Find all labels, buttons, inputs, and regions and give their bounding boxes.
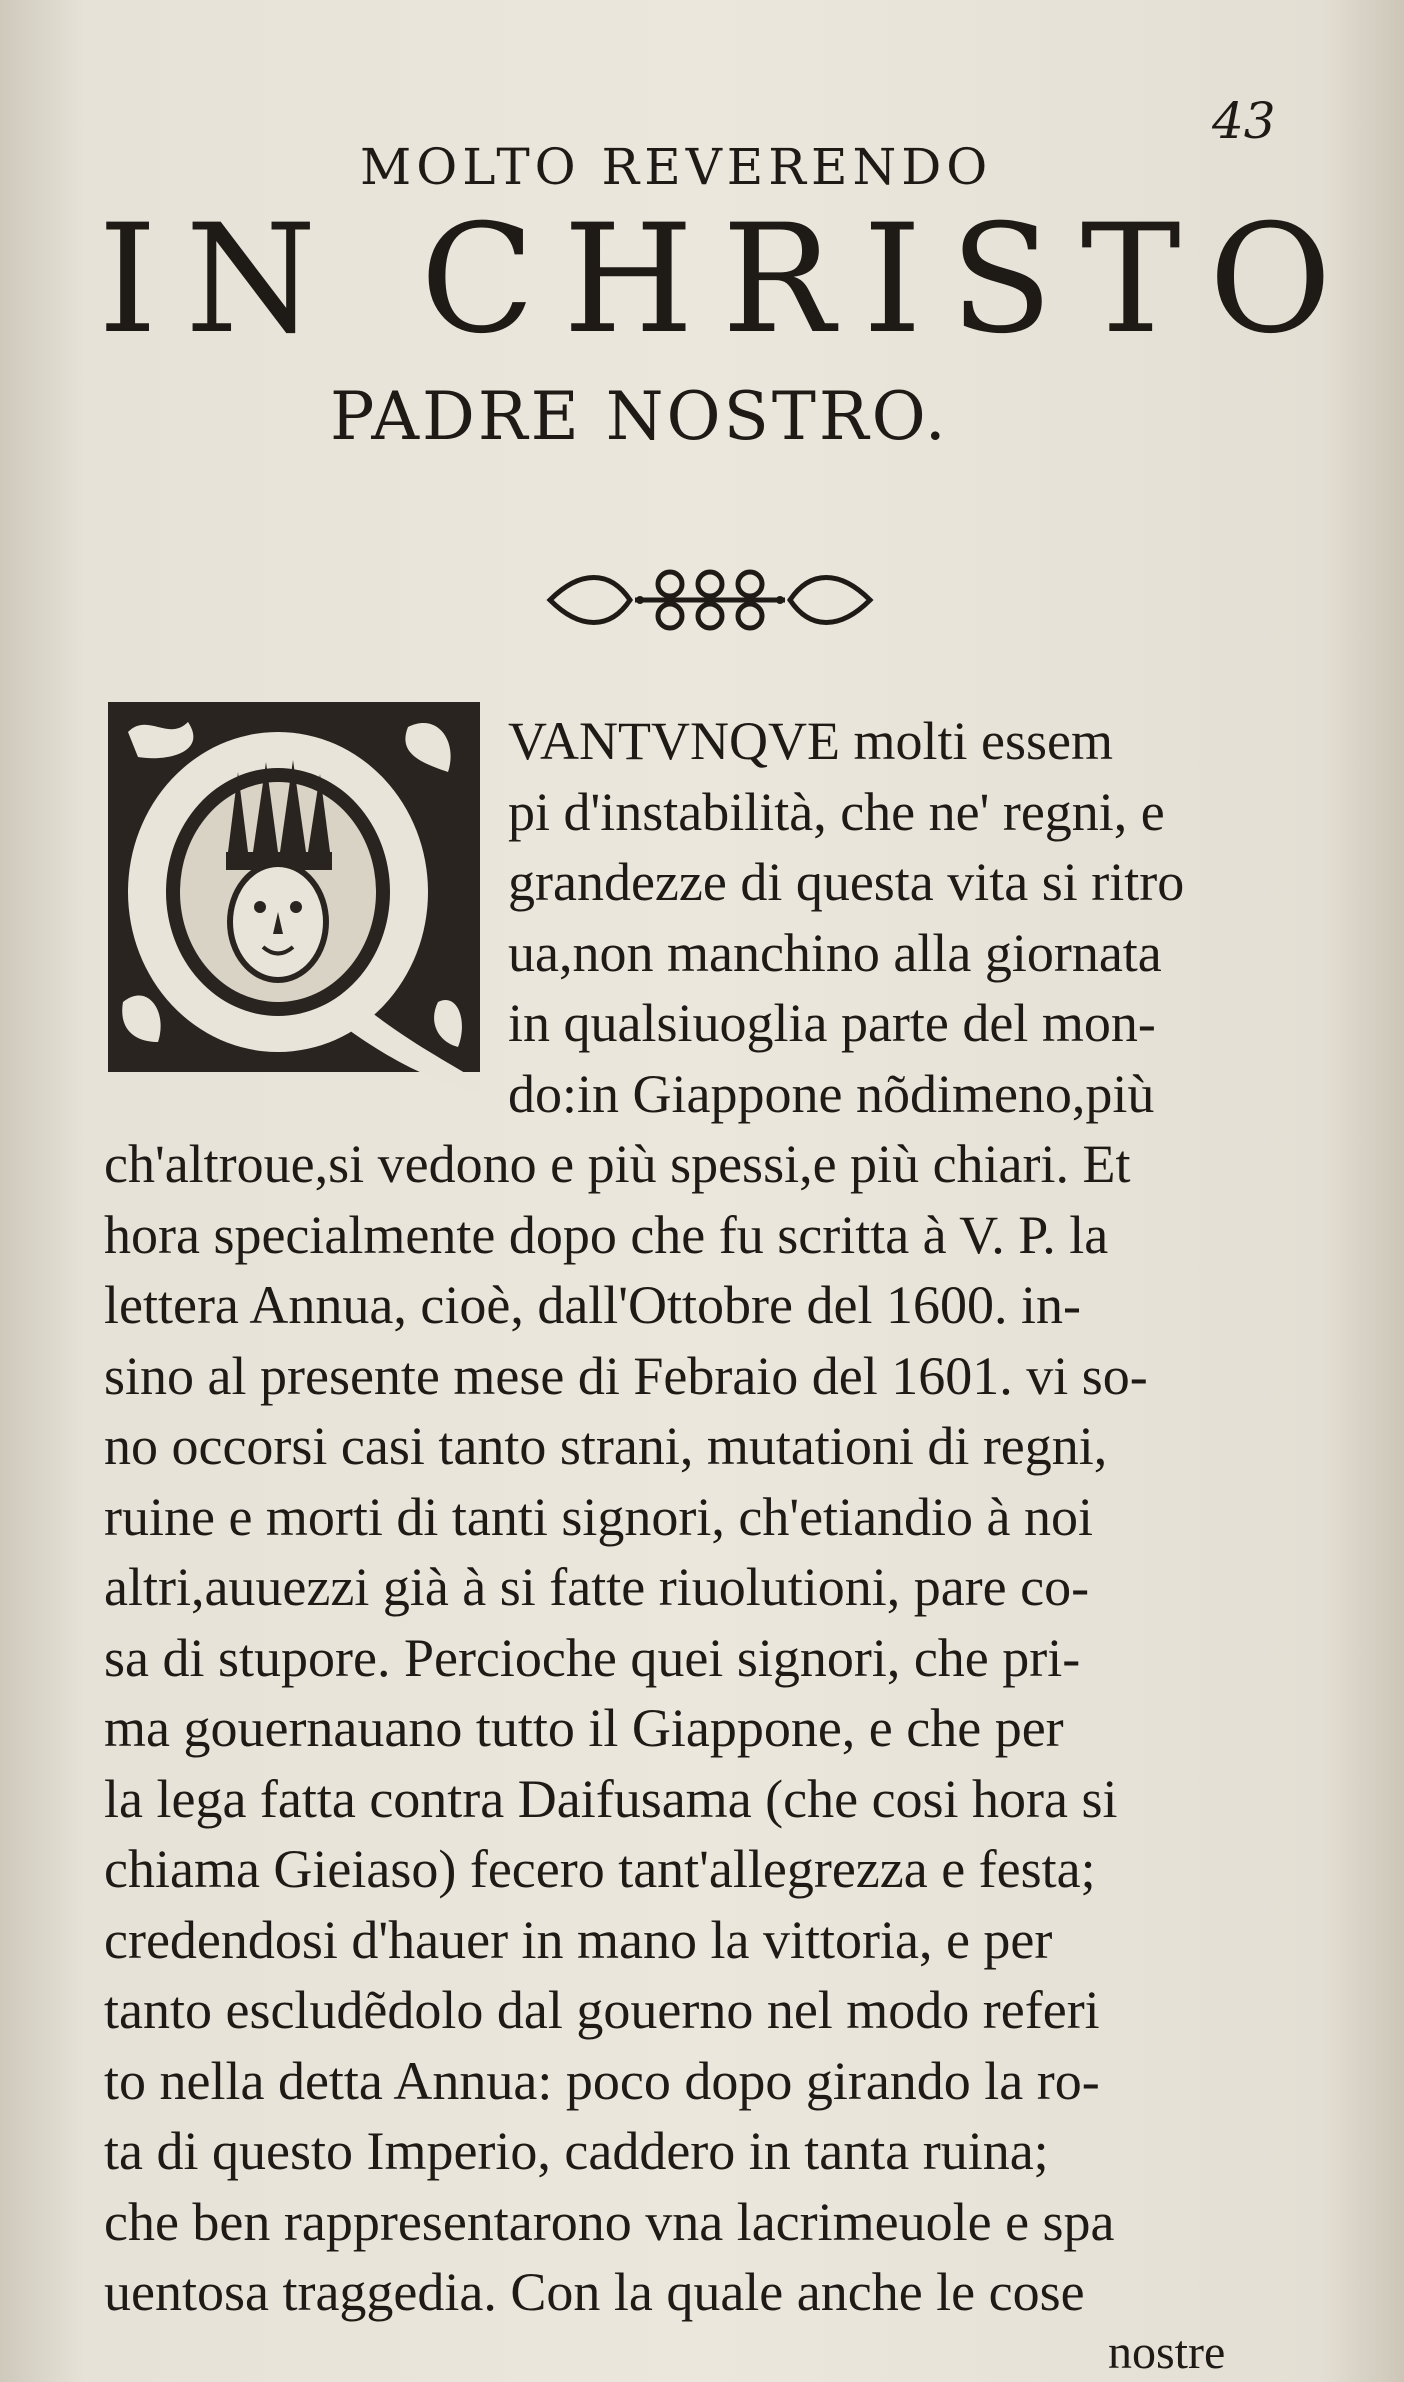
- text-line: chiama Gieiaso) fecero tant'allegrezza e festa;: [104, 1839, 1096, 1899]
- text-line: VANTVNQVE molti essem: [508, 711, 1113, 771]
- text-line: che ben rappresentarono vna lacrimeuole e spa: [104, 2191, 1115, 2252]
- text-line: ruine e morti di tanti signori, ch'etiandio à noi: [104, 1486, 1094, 1547]
- fleuron-ornament: [540, 560, 880, 640]
- text-line: in qualsiuoglia parte del mon-: [508, 993, 1156, 1053]
- text-line: ta di questo Imperio, caddero in tanta ruina;: [104, 2121, 1049, 2181]
- text-line: credendosi d'hauer in mano la vittoria, e per: [104, 1909, 1053, 1970]
- text-line: lettera Annua, cioè, dall'Ottobre del 1600. in-: [104, 1275, 1081, 1335]
- text-line: uentosa traggedia. Con la quale anche le cose: [104, 2262, 1085, 2322]
- text-line: ua,non manchino alla giornata: [508, 922, 1162, 983]
- text-line: do:in Giappone nõdimeno,più: [508, 1063, 1155, 1124]
- catchword: nostre: [1108, 2326, 1226, 2379]
- heading-line-3: PADRE NOSTRO.: [330, 378, 949, 455]
- page-number: 43: [1212, 92, 1276, 150]
- text-line: altri,auuezzi già à si fatte riuolutioni, pare co-: [104, 1557, 1090, 1617]
- text-line: sino al presente mese di Febraio del 1601. vi so-: [104, 1345, 1148, 1406]
- text-line: ma gouernauano tutto il Giappone, e che per: [104, 1698, 1064, 1758]
- text-line: la lega fatta contra Daifusama (che cosi hora si: [104, 1768, 1118, 1829]
- text-line: pi d'instabilità, che ne' regni, e: [508, 781, 1165, 842]
- text-line: ch'altroue,si vedono e più spessi,e più chiari. Et: [104, 1134, 1131, 1194]
- text-line: sa di stupore. Percioche quei signori, che pri-: [104, 1627, 1081, 1688]
- text-line: tanto escludẽdolo dal gouerno nel modo referi: [104, 1980, 1100, 2040]
- heading-line-2: IN CHRISTO: [98, 193, 1360, 367]
- text-line: hora specialmente dopo che fu scritta à V. P. la: [104, 1204, 1109, 1265]
- text-line: grandezze di questa vita si ritro: [508, 852, 1185, 912]
- decorated-initial-q: [108, 702, 480, 1092]
- text-line: no occorsi casi tanto strani, mutationi di regni,: [104, 1416, 1108, 1476]
- text-line: to nella detta Annua: poco dopo girando la ro-: [104, 2050, 1100, 2111]
- heading-line-1: MOLTO REVERENDO: [360, 138, 993, 196]
